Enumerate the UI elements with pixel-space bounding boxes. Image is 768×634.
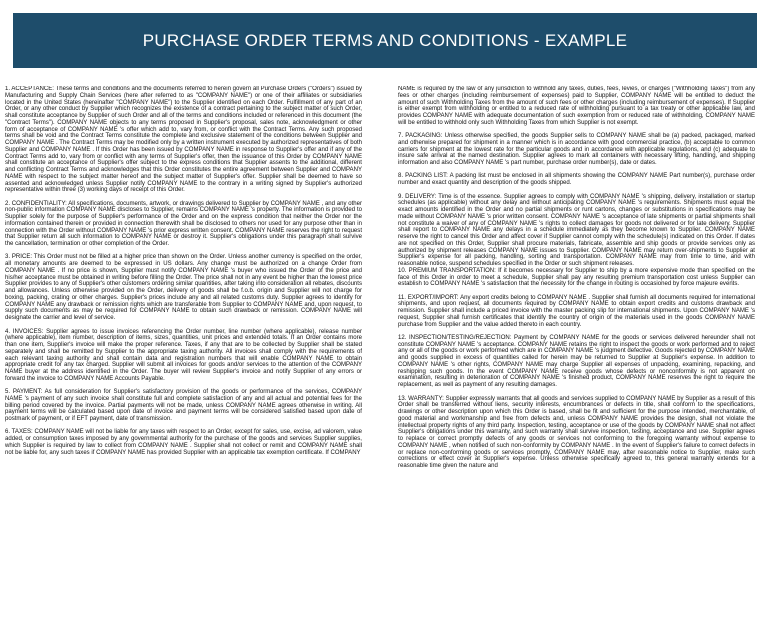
clause-acceptance: 1. ACCEPTANCE: These terms and conditions and the documents referred to herein govern all Purchase Orders ("Orders") issued by Manufacturing and Supply Chain Services (here after referred to as "COMPANY NAME") or one of their affiliates or subsidiaries located in the United States (hereinafter "COMPANY NAME") to the Supplier identified on each Order. Fulfillment of any part of an Order, or any other conduct by Supplier which recognizes the existence of a contract pertaining to the subject matter of such Order, shall constitute acceptance by Supplier of such Order and all of the terms and conditions included or referenced in this document (the "Contract Terms"). COMPANY NAME objects to any terms proposed in Supplier's proposal, sales note, acknowledgment or other form of acceptance of COMPANY NAME 's offer which add to, vary from, or conflict with the Contract Terms. Any such proposed terms shall be void and the Contract Terms constitute the complete and exclusive statement of the conditions between Supplier and COMPANY NAME . The Contract Terms may be modified only by a written instrument executed by authorized representatives of both Supplier and COMPANY NAME . If this Order has been issued by COMPANY NAME in response to Supplier's offer and if any of the Contract Terms add to, vary from or conflict with any terms of Supplier's offer, then the issuance of this Order by COMPANY NAME shall constitute an acceptance of Supplier's offer subject to the express conditions that Supplier assents to the additional, different and conflicting Contract Terms and acknowledges that this Order constitutes the entire agreement between Supplier and COMPANY NAME with respect to the subject matter hereof and the subject matter of Supplier's offer. Supplier shall be deemed to have so assented and acknowledged unless Supplier notify COMPANY NAME to the contrary in a writing signed by Supplier's authorized representative within three (3) working days of receipt of this Order. xyxy=(5,86,362,194)
clause-invoices: 4. INVOICES: Supplier agrees to issue invoices referencing the Order number, line number (where applicable), release number (where applicable), item number, description of items, sizes, quantities, unit prices and extended totals. If an Order contains more than one item, Supplier's invoice will make the proper reference. Taxes, if any that are to be collected by Supplier shall be stated separately and shall be remitted by Supplier to the appropriate taxing authority. All invoices shall comply with the requirements of each relevant taxing authority and shall contain data and registration numbers that will enable COMPANY NAME to obtain appropriate credit for any tax charged. Supplier will submit all invoices for goods and/or services to the attention of the COMPANY NAME buyer at the address identified in the Order. The buyer will review Supplier's invoice and notify Supplier of any errors or forward the invoice to COMPANY NAME Accounts Payable. xyxy=(5,328,362,382)
clause-price: 3. PRICE: This Order must not be filled at a higher price than shown on the Order. Unless another currency is specified on the order, all monetary amounts are deemed to be expressed in US dollars. Any change must be authorized on a change Order from COMPANY NAME . If no price is shown, Supplier must notify COMPANY NAME 's buyer who issued the Order of the price and his/her acceptance must be obtained in writing before filling the Order. The price shall not in any event be higher than the lowest price Supplier provides to any of Supplier's other customers ordering similar quantities, after taking into consideration all rebates, discounts and allowances. Unless otherwise provided on the Order, delivery of goods shall be f.o.b. origin and Supplier will not charge for boxing, packing, crating or other charges. Supplier's prices include any and all related customs duty. Supplier agrees to identify for COMPANY NAME any drawback or remission rights which are transferable from Supplier to COMPANY NAME and, upon request, to supply such documents as may be required for COMPANY NAME to obtain such drawback or remission. COMPANY NAME will designate the carrier and level of service. xyxy=(5,254,362,322)
clause-taxes-continued: NAME is required by the law of any jurisdiction to withhold any taxes, duties, fees, levies, or charges ("Withholding Taxes") from any fees or other charges (including reimbursement of expenses) paid to Supplier, COMPANY NAME will be entitled to deduct the amount of such Withholding Taxes from the amount of such fees or other charges (including reimbursement of expenses). If Supplier is either exempt from withholding or entitled to a reduced rate of withholding pursuant to a tax treaty or other applicable law, and provides COMPANY NAME with adequate documentation of such exemption from or reduced rate of withholding, COMPANY NAME will be entitled to withhold only such Withholding Taxes from which Supplier is not exempt. xyxy=(398,86,755,126)
clause-delivery: 9. DELIVERY: Time is of the essence. Supplier agrees to comply with COMPANY NAME 's shipping, delivery, installation or startup schedules (as applicable) without any delay and without anticipating COMPANY NAME 's requirements. Shipments must equal the exact amounts identified in the Order and no partial shipments or runt cartons, changes or substitutions in specifications may be made without COMPANY NAME 's prior written consent. COMPANY NAME 's acceptance of late shipments or partial shipments shall not constitute a waiver of any of COMPANY NAME 's rights to collect damages for goods not delivered or for late delivery. Supplier shall report to COMPANY NAME any delays in a schedule immediately as they become known to Supplier. COMPANY NAME reserve the right to cancel this Order and affect cover if Supplier cannot comply with the schedule(s) indicated on this Order. If dates are not specified on this Order, Supplier shall procure materials, fabricate, assemble and ship goods or provide services only as authorized by shipment releases COMPANY NAME issues to Supplier. COMPANY NAME may return over-shipments to Supplier at Supplier's expense for all packing, handling, sorting and transportation. COMPANY NAME may from time to time, and with reasonable notice, suspend schedules specified in the Order or such shipment releases. xyxy=(398,193,755,268)
title-banner xyxy=(13,13,757,68)
clause-export-import: 11. EXPORT/IMPORT: Any export credits belong to COMPANY NAME . Supplier shall furnish all documents required for international shipments, and upon request, all documents required by COMPANY NAME to obtain export credits and customs drawback and remission. Supplier shall include a priced invoice with the master packing slip for international shipments. Upon COMPANY NAME 's request, Supplier shall furnish certificates that identify the country of origin of the materials used in the goods COMPANY NAME purchase from Supplier and the value added thereto in each country. xyxy=(398,294,755,328)
clause-payment: 5. PAYMENT: As full consideration for Supplier's satisfactory provision of the goods or performance of the services, COMPANY NAME 's payment of any such invoice shall constitute full and complete satisfaction of any and all actual and potential fees for the billing period covered by the invoice. Partial payments will not be made, unless COMPANY NAME agrees otherwise in writing. All payment terms will be calculated based upon date of invoice and payment terms will be considered satisfied based upon date of postmark of payment, or if EFT payment, date of transmission. xyxy=(5,389,362,423)
right-column xyxy=(398,86,755,634)
clause-taxes: 6. TAXES: COMPANY NAME will not be liable for any taxes with respect to an Order, except for sales, use, excise, ad valorem, value added, or consumption taxes imposed by any governmental authority for the purchase of the goods and services Supplier supplies, which Supplier is required by law to collect from COMPANY NAME . Supplier shall not collect or remit and COMPANY NAME shall not be liable for, any such taxes if COMPANY NAME has provided Supplier with an applicable tax exemption certificate. If COMPANY xyxy=(5,429,362,456)
clause-warranty: 13. WARRANTY: Supplier expressly warrants that all goods and services supplied to COMPANY NAME by Supplier as a result of this Order shall be transferred without liens, security interests, encumbrances or defects in title, shall conform to the specifications, drawings or other description upon which this Order is based, shall be fit and sufficient for the purpose intended, merchantable, of good material and workmanship and free from defects and, unless COMPANY NAME provides the design, shall not violate the intellectual property rights of any third party. Inspection, testing, acceptance or use of the goods by COMPANY NAME shall not affect Supplier's obligations under this warranty, and such warranty shall survive inspection, testing, acceptance and use. Supplier agrees to replace or correct promptly defects of any goods or services not conforming to the foregoing warranty without expense to COMPANY NAME , when notified of such non-conformity by COMPANY NAME . In the event of Supplier's failure to correct defects in or replace non-conforming goods or services promptly, COMPANY NAME may, after reasonable notice to Supplier, make such corrections or effect cover at Supplier's expense. Unless otherwise specifically agreed to, this general warranty extends for a reasonable time given the nature and xyxy=(398,395,755,470)
clause-packing-list: 8. PACKING LIST: A packing list must be enclosed in all shipments showing the COMPANY NAME Part number(s), purchase order number and exact quantity and description of the goods shipped. xyxy=(398,173,755,187)
clause-premium-transportation: 10. PREMIUM TRANSPORTATION: If it becomes necessary for Supplier to ship by a more expensive mode than specified on the face of this Order in order to meet a schedule, Supplier shall pay any resulting premium transportation cost unless Supplier can establish to COMPANY NAME 's satisfaction that the necessity for the change in routing is occasioned by force majeure events. xyxy=(398,267,755,288)
clause-inspection: 12. INSPECTION/TESTING/REJECTION: Payment by COMPANY NAME for the goods or services delivered hereunder shall not constitute COMPANY NAME 's acceptance. COMPANY NAME retains the right to inspect the goods or work performed and to reject any or all of the goods or work performed which are in COMPANY NAME 's judgment defective. Goods rejected by COMPANY NAME and goods supplied in excess of quantities called for herein may be returned to Supplier at Supplier's expense. In addition to COMPANY NAME 's other rights, COMPANY NAME may charge Supplier all expenses of unpacking, examining, repacking, and reshipping such goods. In the event COMPANY NAME receive goods whose defects or nonconformity is not apparent on examination, resulting in deterioration of COMPANY NAME 's finished product, COMPANY NAME reserves the right to require the replacement, as well as payment of any resulting damages. xyxy=(398,334,755,389)
clause-packaging: 7. PACKAGING: Unless otherwise specified, the goods Supplier sells to COMPANY NAME shall be (a) packed, packaged, marked and otherwise prepared for shipment in a manner which is in accordance with good commercial practice, (b) acceptable to common carriers for shipment at the lowest rate for the particular goods and in accordance with applicable regulations, and (c) adequate to insure safe arrival at the named destination. Supplier agrees to mark all containers with necessary lifting, handling, and shipping information and also COMPANY NAME 's part number, purchase order number(s), date or dates. xyxy=(398,133,755,167)
page-title: PURCHASE ORDER TERMS AND CONDITIONS - EXAMPLE xyxy=(142,30,628,50)
left-column xyxy=(5,86,362,634)
clause-confidentiality: 2. CONFIDENTIALITY: All specifications, documents, artwork, or drawings delivered to Supplier by COMPANY NAME , and any other non-public information COMPANY NAME discloses to Supplier, remains COMPANY NAME 's property. The information is provided to Supplier solely for the purpose of Supplier's performance of the Order and on the express condition that neither the Order nor the information contained therein or provided in connection therewith shall be disclosed to others nor used for any purpose other than in connection with the Order without COMPANY NAME 's prior express written consent. COMPANY NAME reserves the right to request that Supplier return all such information to COMPANY NAME or destroy it. Supplier's obligations under this paragraph shall survive the cancellation, termination or other completion of the Order. xyxy=(5,200,362,248)
